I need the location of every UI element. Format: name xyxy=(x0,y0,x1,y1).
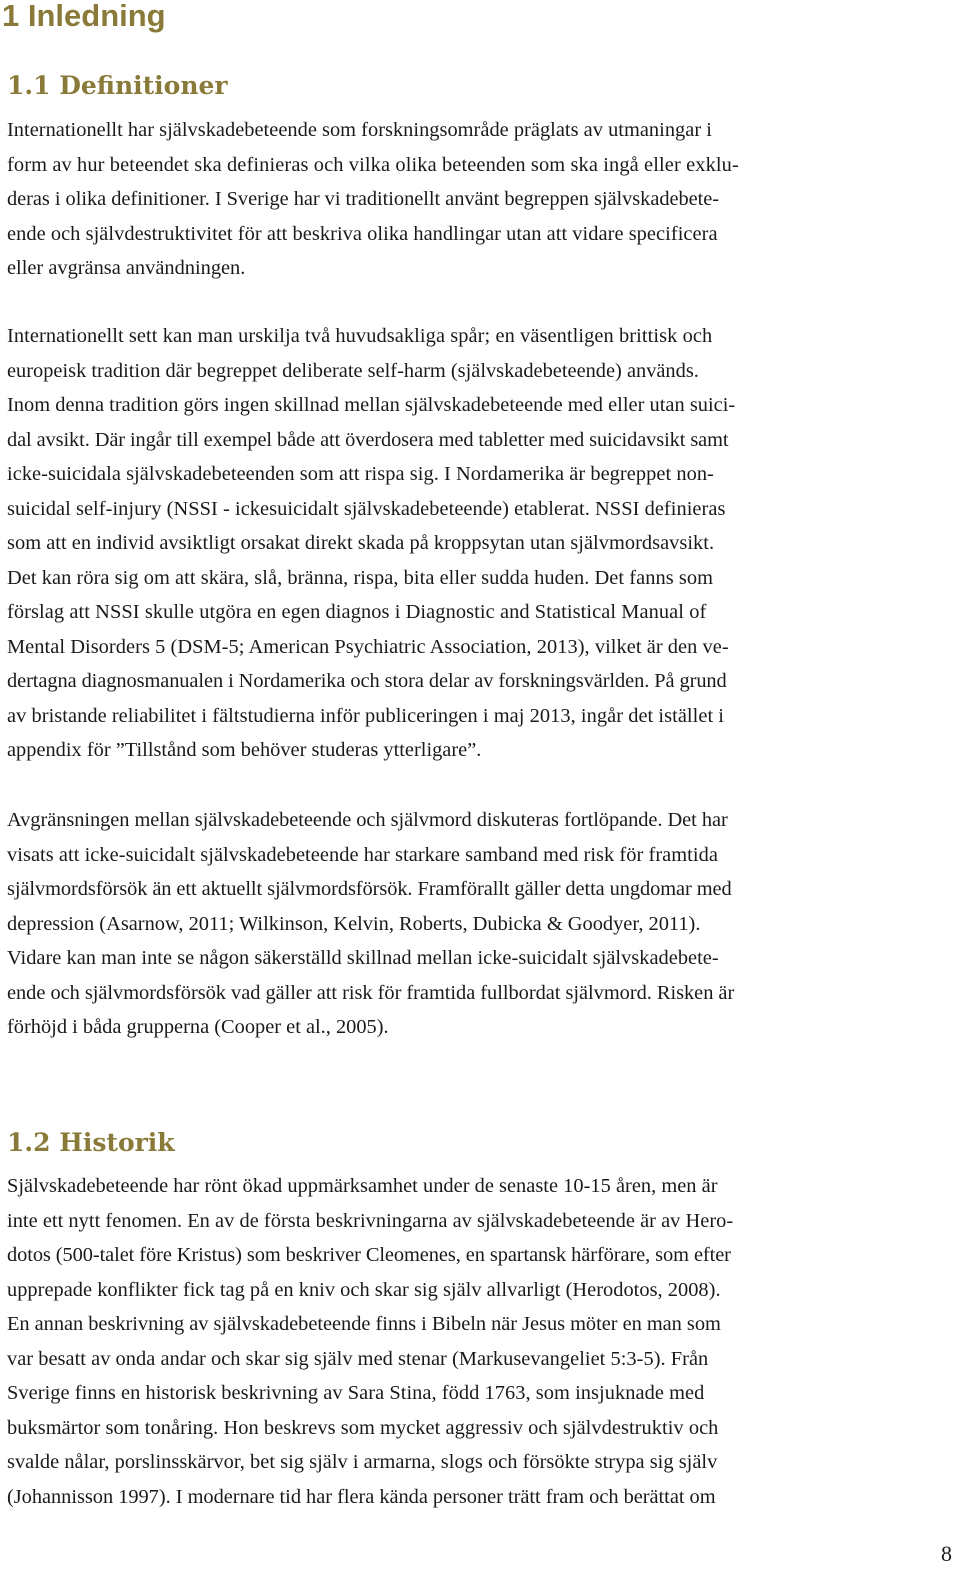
text-line: eller avgränsa användningen. xyxy=(7,257,246,279)
text-line: form av hur beteendet ska definieras och vilka olika beteenden som ska ingå eller exklu- xyxy=(7,153,739,176)
text-line: Internationellt har självskadebeteende som forskningsområde präglats av utmaningar i xyxy=(7,119,712,141)
page-number: 8 xyxy=(941,1541,952,1566)
text-line: depression (Asarnow, 2011; Wilkinson, Kelvin, Roberts, Dubicka & Goodyer, 2011). xyxy=(7,912,701,935)
text-line: dotos (500-talet före Kristus) som beskriver Cleomenes, en spartansk härförare, som efter xyxy=(7,1244,731,1266)
paragraph-historik-1 xyxy=(7,1169,957,1514)
text-line: ende och självmordsförsök vad gäller att risk för framtida fullbordat självmord. Risken är xyxy=(7,981,735,1004)
text-line: (Johannisson 1997). I modernare tid har flera kända personer trätt fram och berättat om xyxy=(7,1485,716,1508)
text-line: europeisk tradition där begreppet deliberate self-harm (självskadebeteende) används. xyxy=(7,359,699,382)
paragraph-definitioner-1 xyxy=(7,113,957,286)
text-line: Sverige finns en historisk beskrivning av Sara Stina, född 1763, som insjuknade med xyxy=(7,1382,705,1404)
text-line: Mental Disorders 5 (DSM-5; American Psychiatric Association, 2013), vilket är den ve- xyxy=(7,635,729,658)
text-line: upprepade konflikter fick tag på en kniv och skar sig själv allvarligt (Herodotos, 2008). xyxy=(7,1278,721,1301)
section-heading-definitioner: 1.1 Definitioner xyxy=(7,71,228,100)
text-line: som att en individ avsiktligt orsakat direkt skada på kroppsytan utan självmordsavsikt. xyxy=(7,532,715,554)
text-line: En annan beskrivning av självskadebeteende finns i Bibeln när Jesus möter en man som xyxy=(7,1313,721,1335)
text-line: visats att icke-suicidalt självskadebeteende har starkare samband med risk för framtida xyxy=(7,843,718,866)
text-line: buksmärtor som tonåring. Hon beskrevs som mycket aggressiv och självdestruktiv och xyxy=(7,1416,719,1439)
text-line: suicidal self-injury (NSSI - ickesuicidalt självskadebeteende) etablerat. NSSI definieras xyxy=(7,497,726,520)
section-heading-historik: 1.2 Historik xyxy=(7,1128,175,1157)
text-line: Vidare kan man inte se någon säkerställd skillnad mellan icke-suicidalt självskadebete- xyxy=(7,947,719,969)
text-line: dertagna diagnosmanualen i Nordamerika och stora delar av forskningsvärlden. På grund xyxy=(7,670,727,692)
text-line: var besatt av onda andar och skar sig själv med stenar (Markusevangeliet 5:3-5). Från xyxy=(7,1347,709,1370)
text-line: självmordsförsök än ett aktuellt självmordsförsök. Framförallt gäller detta ungdomar med xyxy=(7,878,732,900)
text-line: av bristande reliabilitet i fältstudierna inför publiceringen i maj 2013, ingår det istället i xyxy=(7,704,725,727)
text-line: Självskadebeteende har rönt ökad uppmärksamhet under de senaste 10-15 åren, men är xyxy=(7,1175,718,1197)
text-line: icke-suicidala självskadebeteenden som att rispa sig. I Nordamerika är begreppet non- xyxy=(7,463,714,485)
text-line: Det kan röra sig om att skära, slå, bränna, rispa, bita eller sudda huden. Det fanns som xyxy=(7,566,713,589)
text-line: svalde nålar, porslinsskärvor, bet sig själv i armarna, slogs och försökte strypa sig själv xyxy=(7,1451,718,1473)
paragraph-definitioner-3 xyxy=(7,803,957,1045)
text-line: Avgränsningen mellan självskadebeteende och självmord diskuteras fortlöpande. Det har xyxy=(7,809,728,831)
text-line: deras i olika definitioner. I Sverige har vi traditionellt använt begreppen självskadebete- xyxy=(7,188,720,210)
text-line: ende och självdestruktivitet för att beskriva olika handlingar utan att vidare specificera xyxy=(7,222,718,245)
text-line: förhöjd i båda grupperna (Cooper et al., 2005). xyxy=(7,1016,389,1038)
text-line: Internationellt sett kan man urskilja två huvudsakliga spår; en väsentligen brittisk och xyxy=(7,325,713,347)
paragraph-definitioner-2 xyxy=(7,319,957,768)
text-line: appendix för ”Tillstånd som behöver studeras ytterligare”. xyxy=(7,739,482,761)
text-line: inte ett nytt fenomen. En av de första beskrivningarna av självskadebeteende är av Hero- xyxy=(7,1209,734,1232)
chapter-heading: 1 Inledning xyxy=(2,0,166,33)
text-line: Inom denna tradition görs ingen skillnad mellan självskadebeteende med eller utan suici- xyxy=(7,394,736,416)
text-line: dal avsikt. Där ingår till exempel både att överdosera med tabletter med suicidavsikt samt xyxy=(7,428,729,451)
text-line: förslag att NSSI skulle utgöra en egen diagnos i Diagnostic and Statistical Manual of xyxy=(7,601,707,623)
